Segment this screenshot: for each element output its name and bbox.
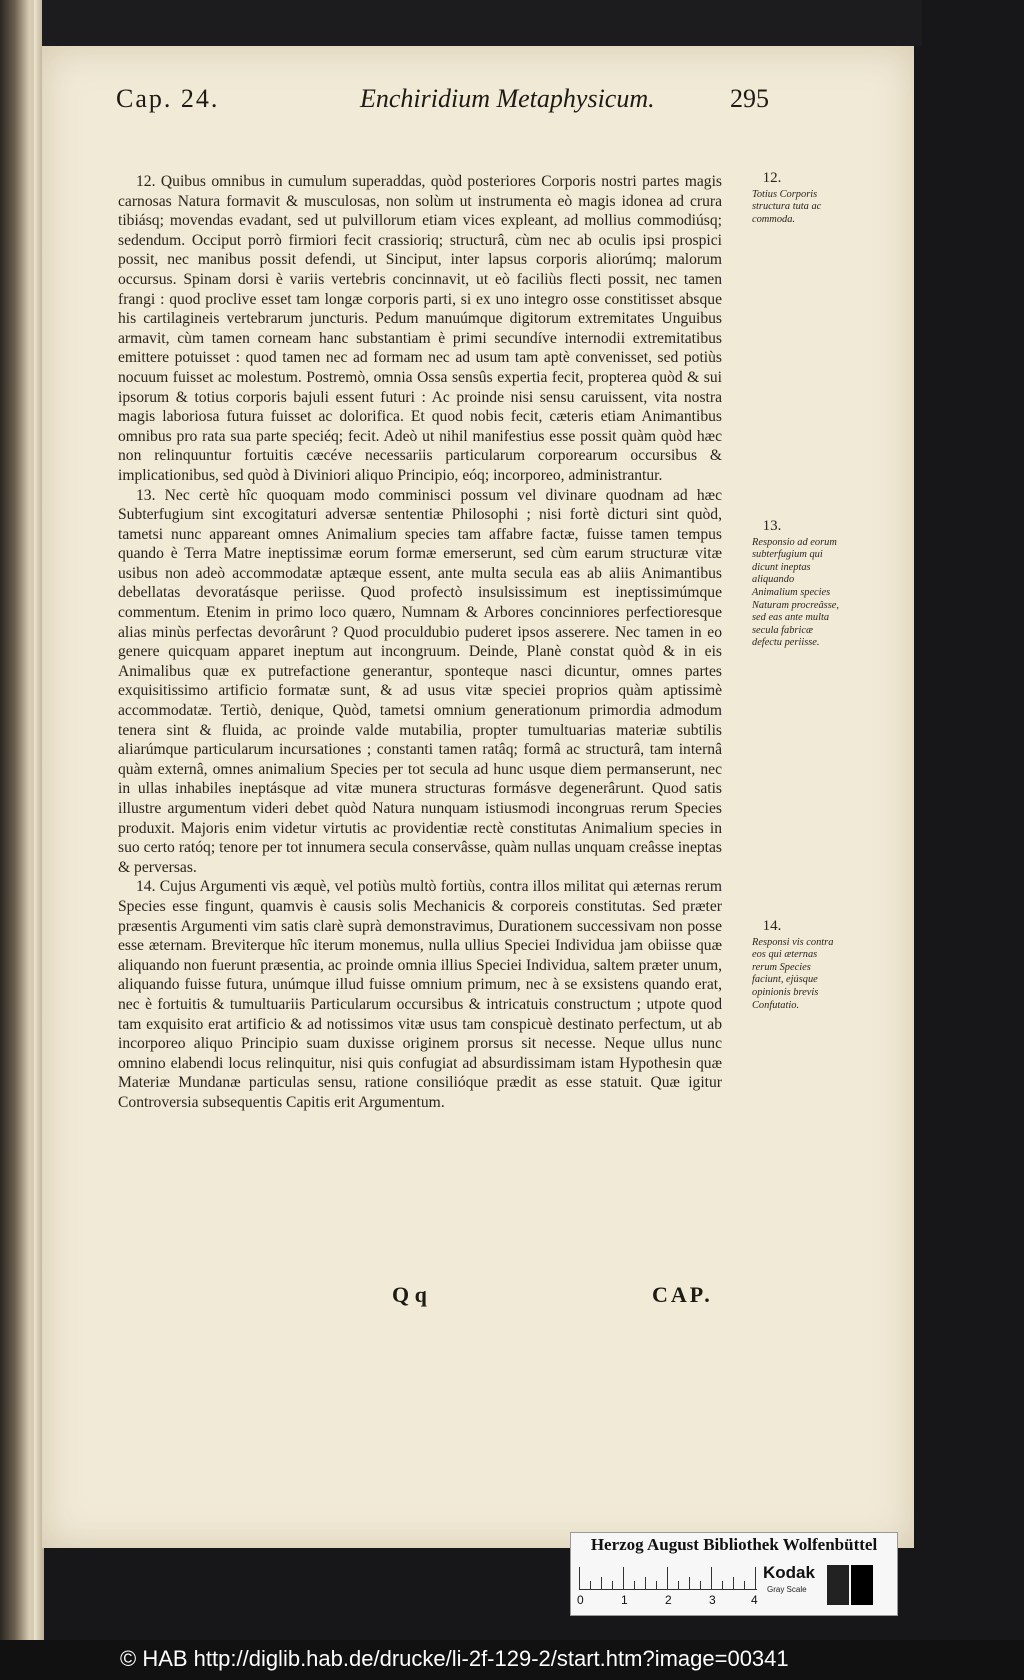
ruler-label: 3 [709,1593,716,1607]
marginal-note-14 [752,920,842,1012]
ruler-label: 0 [577,1593,584,1607]
book-title: Enchiridium Metaphysicum. [360,84,655,113]
marginal-note-12 [752,172,842,226]
gray-swatch [827,1565,849,1605]
catchword: CAP. [652,1282,713,1307]
ruler-label: 2 [665,1593,672,1607]
marginal-number: 14. [762,918,782,934]
marginal-text: Totius Corporis structura tuta ac commoda. [752,188,822,225]
library-color-card [570,1532,898,1616]
signature-mark: Q q [392,1282,427,1307]
black-swatch [851,1565,873,1605]
marginal-number: 13. [762,518,782,534]
paragraph-12: 12. Quibus omnibus in cumulum superaddas, quòd posteriores Corporis nostri partes magis carnosas Natura formavit & musculosas, non solùm ut instrumenta eò magis idonea ad crura tibiásq; movendas evadant, sed ut pulvillorum etiam vices expleant, ad mollius commodiúsq; sedendum. Occiput porrò firmiori fecit crassioriq; structurâ, cùm nec ab oculis ipsi prospici possit, nec manibus possit defendi, ut Sinciput, inter lapsus corporis aliorúmq; malorum occursus. Spinam dorsi è variis vertebris concinnavit, ut eò faciliùs flecti possit, nec tamen frangi : quod proclive esset tam longæ corporis parti, si ex uno integro osse constitisset absque his cartilagineis vertebrarum juncturis. Pedum manuúmque digitorum extremitates Unguibus armavit, cùm tamen corneam hanc substantiam è primi secundíve internodii extremitatibus emittere potuisset : quod tamen nec ad formam nec ad usum tam aptè convenisset, sed potiùs nocuum fuisset ac molestum. Postremò, omnia Ossa sensûs expertia fecit, propterea quòd & sui ipsorum & totius corporis bajuli essent futuri : Ac proinde nisi sensu caruissent, vita nostra magis laboriosa futura fuisset ac dolorifica. Et quod nobis fecit, cæteris etiam Animantibus omnibus pro rata sua parte speciéq; fecit. Adeò ut nihil manifestius esse possit quàm quòd hæc non relinquuntur fortuitis cæcéve necessariis particularum corporearum occursibus & implicationibus, sed quòd à Diviniori aliquo Principio, eóq; incorporeo, administrantur. [118,173,722,484]
kodak-logo: Kodak [763,1563,815,1582]
paragraph-14: 14. Cujus Argumenti vis æquè, vel potiùs multò fortiùs, contra illos militat qui æternas rerum Species esse fingunt, quamvis è causis solis Mechanicis & corporeis constitutas. Sed præter præsentis Argumenti vim satis clarè suprà demonstravimus, Durationem successivam non posse esse æternam. Breviterque hîc iterum monemus, nulla ullius Speciei Individua jam obiisse quæ aliquando non fuerunt præsentia, ac proinde omnia illius Speciei Individua, saltem præter unum, aliquando fuisse futura, unúmque illud fuisse omnium primum, nec à se exsistens quando erat, nec è fortuitis & tumultuariis Particularum occursibus & intricatuis constructum ; utpote quod tam exquisito erat artificio & ad notissimos vitæ usus tam conspicuè destinato perfectum, ut ab incorporeo aliquo Principio suam duxisse originem prorsus sit necesse. Neque ullus nunc omnino elabendi locus relinquitur, nisi quis confugiat ad absurdissimam istam Hypothesin quæ Materiæ Mundanæ particulas sensu, ratione consilióque prædit as esse statuit. Quæ igitur Controversia subsequentis Capitis erit Argumentum. [118,878,722,1111]
paragraph-13: 13. Nec certè hîc quoquam modo comminisci possum vel divinare quodnam ad hæc Subterfugium sint excogitaturi adversæ sententiæ Philosophi ; nisi fortè dicturi sint quòd, tametsi nunc appareant omnes Animalium species tam affabre factæ, fuisse tamen tempus quando è Terra Matre ineptissimæ eorum formæ emerserunt, sed cùm earum structuræ vitæ usibus non adeò accommodatæ aptæque essent, ante multa secula eas ab aliis Animantibus debellatas devoratásque periisse. Quod profectò insulsissimum est ineptissimúmque commentum. Etenim in primo loco quæro, Numnam & Arbores concinniores perfectioresque alias minùs perfectas devorârunt ? Quod proculdubio puderet ipsos asserere. Nec tamen in eo genere quicquam apparet ineptum aut incongruum. Deinde, Planè constat quòd & in eis Animalibus quæ ex putrefactione generantur, sponteque nasci dicuntur, omnes partes exquisitissimo artificio formatæ sunt, & ad usus vitæ speciei proprios quàm aptissimè accommodatæ. Tertiò, denique, Quòd, tametsi omnium generationum primordia admodum tenera sint & fluida, ac proinde valde mutabilia, propter tumultuarias materiæ subtilis aliarúmque particularum incursationes ; constanti tamen ratâq; formâ ac structurâ, tam internâ quàm externâ, omnes animalium Species per tot secula ad hunc usque diem permanserunt, nec in ullas inhabiles ineptásque ad vitæ munera structuras formásve degenerârunt. Quod satis illustre argumentum videri debet quòd Natura nunquam istiusmodi incongruas rerum Species produxit. Majoris enim videtur virtutis ac providentiæ rectè constitutas Animalium species in suo certo ratóq; tenore per tot innumera secula conservâsse, quàm nullas unquam creâsse ineptas & perversas. [118,486,722,876]
marginal-text: Responsi vis contra eos qui æternas rerum Species faciunt, ejúsque opinionis brevis Confutatio. [752,936,834,1011]
marginal-text: Responsio ad eorum subterfugium qui dicunt ineptas aliquando Animalium species Naturam procreâsse, sed eas ante multa secula fabricæ defectu periisse. [752,536,839,649]
top-background [42,0,922,46]
page-number: 295 [730,84,769,113]
chapter-label: Cap. 24. [116,84,220,113]
running-header [70,80,770,116]
marginal-number: 12. [762,170,782,186]
ruler-label: 1 [621,1593,628,1607]
library-name: Herzog August Bibliothek Wolfenbüttel [590,1535,878,1554]
scale-ruler [579,1567,757,1590]
ruler-label: 4 [751,1593,758,1607]
gray-scale-label: Gray Scale [767,1585,807,1594]
marginal-note-13 [752,520,842,650]
copyright-link[interactable]: © HAB http://diglib.hab.de/drucke/li-2f-129-2/start.htm?image=00341 [120,1646,789,1671]
main-text [118,172,722,1113]
